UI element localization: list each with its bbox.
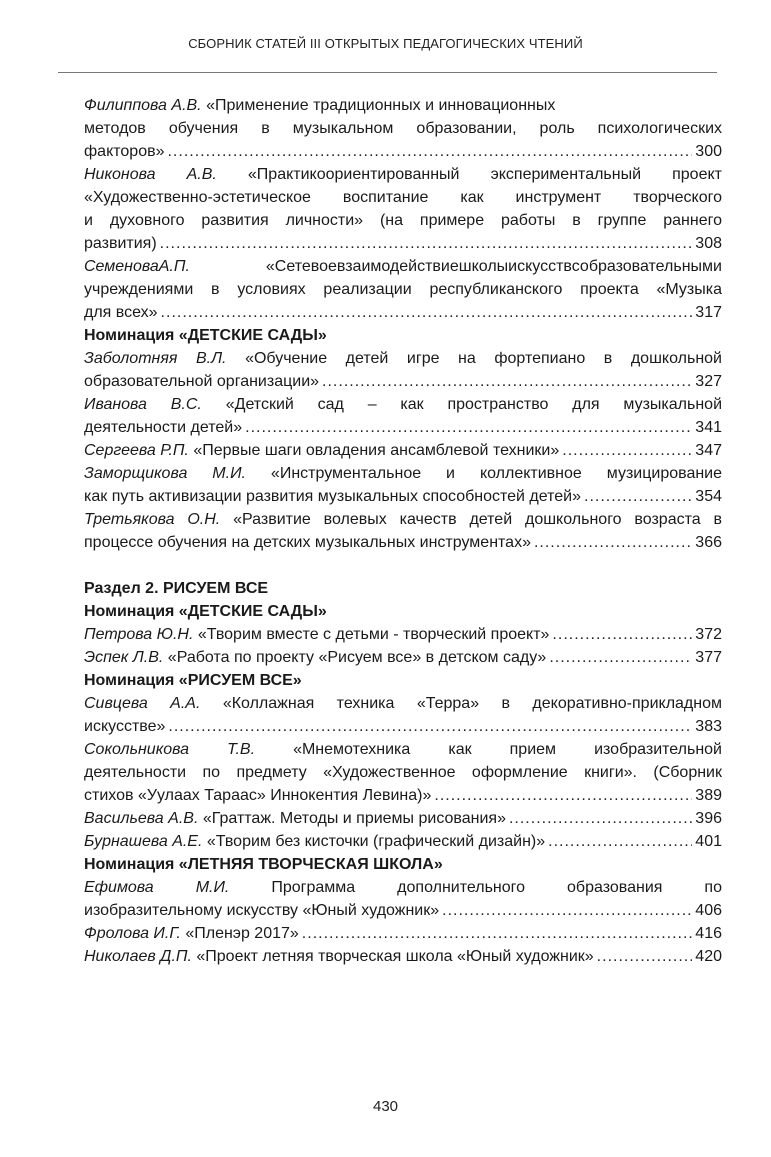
- leader-dots: [302, 922, 693, 945]
- entry-title-text: методов обучения в музыкальном образовании, роль психологических: [84, 120, 722, 137]
- entry-author: Васильева А.В.: [84, 810, 199, 827]
- entry-page-number[interactable]: 416: [695, 925, 722, 942]
- entry-title-end: [84, 715, 165, 738]
- section-heading: Номинация «РИСУЕМ ВСЕ»: [84, 672, 302, 689]
- entry-title-end: [84, 301, 158, 324]
- entry-page-number[interactable]: 406: [695, 902, 722, 919]
- entry-title-text: процессе обучения на детских музыкальных инструментах»: [84, 534, 531, 551]
- table-of-contents: [84, 94, 722, 968]
- toc-entry[interactable]: [84, 508, 722, 554]
- entry-title-end: [84, 485, 581, 508]
- entry-title-end: [84, 531, 531, 554]
- entry-title-text: «Сетевоевзаимодействиешколыискусствсобразовательными: [265, 258, 722, 275]
- leader-dots: [434, 784, 692, 807]
- entry-title-end: [84, 140, 164, 163]
- entry-page-number[interactable]: 420: [695, 948, 722, 965]
- entry-author: Заболотняя В.Л.: [84, 350, 246, 367]
- entry-line: [84, 692, 722, 715]
- entry-page-number[interactable]: 396: [695, 810, 722, 827]
- entry-title-end: [84, 830, 545, 853]
- entry-author: Никонова А.В.: [84, 166, 248, 183]
- header-rule: [58, 72, 717, 73]
- entry-title-text: «Практикоориентированный экспериментальный проект: [247, 166, 722, 183]
- toc-entry[interactable]: [84, 94, 722, 163]
- entry-last-line: [84, 715, 722, 738]
- entry-last-line: [84, 416, 722, 439]
- entry-title-text: деятельности по предмету «Художественное оформление книги». (Сборник: [84, 764, 722, 781]
- entry-line: [84, 738, 722, 761]
- entry-title-text: деятельности детей»: [84, 419, 243, 436]
- entry-page-number[interactable]: 366: [695, 534, 722, 551]
- entry-title-text: Программа дополнительного образования по: [271, 879, 722, 896]
- entry-title-text: «Пленэр 2017»: [185, 925, 299, 942]
- toc-entry[interactable]: [84, 945, 722, 968]
- entry-page-number[interactable]: 354: [695, 488, 722, 505]
- entry-line: [84, 761, 722, 784]
- leader-dots: [245, 416, 692, 439]
- leader-dots: [597, 945, 693, 968]
- entry-line: [84, 347, 722, 370]
- entry-line: [84, 508, 722, 531]
- entry-title-text: для всех»: [84, 304, 158, 321]
- entry-title-text: «Творим вместе с детьми - творческий проект»: [197, 626, 550, 643]
- toc-entry[interactable]: [84, 876, 722, 922]
- entry-title-end: [84, 439, 559, 462]
- leader-dots: [549, 646, 692, 669]
- entry-last-line: [84, 301, 722, 324]
- toc-entry[interactable]: [84, 623, 722, 646]
- toc-entry[interactable]: [84, 738, 722, 807]
- leader-dots: [161, 301, 693, 324]
- entry-author: Иванова В.С.: [84, 396, 226, 413]
- toc-entry[interactable]: [84, 646, 722, 669]
- entry-title-text: искусстве»: [84, 718, 166, 735]
- entry-page-number[interactable]: 327: [695, 373, 722, 390]
- toc-entry[interactable]: [84, 439, 722, 462]
- entry-line: [84, 393, 722, 416]
- leader-dots: [548, 830, 692, 853]
- entry-title-text: изобразительному искусству «Юный художник»: [84, 902, 440, 919]
- entry-last-line: [84, 140, 722, 163]
- entry-title-text: «Коллажная техника «Терра» в декоративно-прикладном: [222, 695, 722, 712]
- entry-title-text: факторов»: [84, 143, 165, 160]
- entry-page-number[interactable]: 308: [695, 235, 722, 252]
- leader-dots: [562, 439, 692, 462]
- entry-author: СеменоваА.П.: [84, 258, 266, 275]
- entry-author: Бурнашева А.Е.: [84, 833, 203, 850]
- entry-last-line: [84, 232, 722, 255]
- leader-dots: [509, 807, 692, 830]
- entry-title-end: [84, 646, 546, 669]
- entry-title-text: и духовного развития личности» (на примере работы в группе раннего: [84, 212, 722, 229]
- entry-last-line: [84, 485, 722, 508]
- section-gap: [84, 554, 722, 577]
- entry-line: [84, 186, 722, 209]
- entry-title-end: [84, 945, 594, 968]
- entry-title-text: «Граттаж. Методы и приемы рисования»: [202, 810, 506, 827]
- entry-title-text: «Детский сад – как пространство для музыкальной: [225, 396, 723, 413]
- entry-title-end: [84, 899, 439, 922]
- page-number: 430: [372, 1098, 399, 1115]
- running-head: СБОРНИК СТАТЕЙ III ОТКРЫТЫХ ПЕДАГОГИЧЕСКИХ ЧТЕНИЙ: [188, 36, 583, 51]
- toc-entry[interactable]: [84, 922, 722, 945]
- entry-last-line: [84, 899, 722, 922]
- entry-author: Сивцева А.А.: [84, 695, 223, 712]
- entry-title-end: [84, 370, 319, 393]
- leader-dots: [442, 899, 692, 922]
- entry-last-line: [84, 531, 722, 554]
- entry-line: [84, 209, 722, 232]
- entry-title-text: «Мнемотехника как прием изобразительной: [293, 741, 722, 758]
- leader-dots: [534, 531, 692, 554]
- entry-title-text: как путь активизации развития музыкальных способностей детей»: [84, 488, 582, 505]
- entry-last-line: [84, 830, 722, 853]
- entry-title-text: «Применение традиционных и инновационных: [206, 97, 556, 114]
- entry-title-text: «Первые шаги овладения ансамблевой техники»: [193, 442, 560, 459]
- entry-author: Эспек Л.В.: [84, 649, 164, 666]
- entry-author: Сокольникова Т.В.: [84, 741, 294, 758]
- entry-author: Филиппова А.В.: [84, 97, 207, 114]
- entry-page-number[interactable]: 317: [695, 304, 722, 321]
- entry-title-end: [84, 807, 506, 830]
- entry-author: Петрова Ю.Н.: [84, 626, 194, 643]
- entry-title-text: «Проект летняя творческая школа «Юный художник»: [196, 948, 594, 965]
- entry-title-text: развития): [84, 235, 157, 252]
- entry-title-end: [84, 623, 549, 646]
- entry-last-line: [84, 807, 722, 830]
- entry-title-text: «Инструментальное и коллективное музицирование: [270, 465, 723, 482]
- entry-page-number[interactable]: 300: [695, 143, 722, 160]
- entry-author: Сергеева Р.П.: [84, 442, 189, 459]
- section-heading: Раздел 2. РИСУЕМ ВСЕ: [84, 580, 269, 597]
- entry-title-text: «Работа по проекту «Рисуем все» в детском саду»: [167, 649, 547, 666]
- entry-author: Николаев Д.П.: [84, 948, 192, 965]
- entry-line: [84, 278, 722, 301]
- toc-entry[interactable]: [84, 255, 722, 324]
- entry-title-text: «Художественно-эстетическое воспитание как инструмент творческого: [84, 189, 722, 206]
- entry-title-end: [84, 922, 299, 945]
- entry-line: [84, 255, 722, 278]
- section-heading: Номинация «ДЕТСКИЕ САДЫ»: [84, 327, 327, 344]
- leader-dots: [160, 232, 693, 255]
- entry-title-text: стихов «Уулаах Тараас» Иннокентия Левина)»: [84, 787, 432, 804]
- entry-title-text: «Творим без кисточки (графический дизайн)»: [206, 833, 546, 850]
- entry-last-line: [84, 922, 722, 945]
- entry-author: Ефимова М.И.: [84, 879, 272, 896]
- toc-entry[interactable]: [84, 692, 722, 738]
- entry-line: [84, 462, 722, 485]
- toc-entry[interactable]: [84, 462, 722, 508]
- entry-title-end: [84, 416, 242, 439]
- entry-page-number[interactable]: 401: [695, 833, 722, 850]
- entry-last-line: [84, 623, 722, 646]
- toc-entry[interactable]: [84, 830, 722, 853]
- leader-dots: [552, 623, 692, 646]
- entry-line: [84, 163, 722, 186]
- entry-author: Фролова И.Г.: [84, 925, 181, 942]
- toc-entry[interactable]: [84, 807, 722, 830]
- entry-page-number[interactable]: 377: [695, 649, 722, 666]
- leader-dots: [168, 715, 692, 738]
- entry-page-number[interactable]: 372: [695, 626, 722, 643]
- entry-line: [84, 876, 722, 899]
- leader-dots: [167, 140, 692, 163]
- entry-last-line: [84, 370, 722, 393]
- entry-page-number[interactable]: 383: [695, 718, 722, 735]
- entry-title-text: «Обучение детей игре на фортепиано в дошкольной: [245, 350, 722, 367]
- entry-line: [84, 117, 722, 140]
- section-heading: Номинация «ДЕТСКИЕ САДЫ»: [84, 603, 327, 620]
- toc-entry[interactable]: [84, 163, 722, 255]
- entry-last-line: [84, 945, 722, 968]
- entry-title-end: [84, 784, 431, 807]
- entry-title-text: образовательной организации»: [84, 373, 320, 390]
- section-heading: Номинация «ЛЕТНЯЯ ТВОРЧЕСКАЯ ШКОЛА»: [84, 856, 443, 873]
- entry-title-text: учреждениями в условиях реализации республиканского проекта «Музыка: [84, 281, 722, 298]
- toc-entry[interactable]: [84, 347, 722, 393]
- entry-page-number[interactable]: 389: [695, 787, 722, 804]
- entry-last-line: [84, 439, 722, 462]
- entry-author: Третьякова О.Н.: [84, 511, 234, 528]
- leader-dots: [584, 485, 692, 508]
- toc-entry[interactable]: [84, 393, 722, 439]
- entry-title-text: «Развитие волевых качеств детей дошкольного возраста в: [233, 511, 723, 528]
- entry-page-number[interactable]: 341: [695, 419, 722, 436]
- entry-page-number[interactable]: 347: [695, 442, 722, 459]
- entry-author: Заморщикова М.И.: [84, 465, 271, 482]
- entry-last-line: [84, 646, 722, 669]
- entry-title-end: [84, 232, 157, 255]
- entry-line: [84, 94, 722, 117]
- leader-dots: [322, 370, 692, 393]
- entry-last-line: [84, 784, 722, 807]
